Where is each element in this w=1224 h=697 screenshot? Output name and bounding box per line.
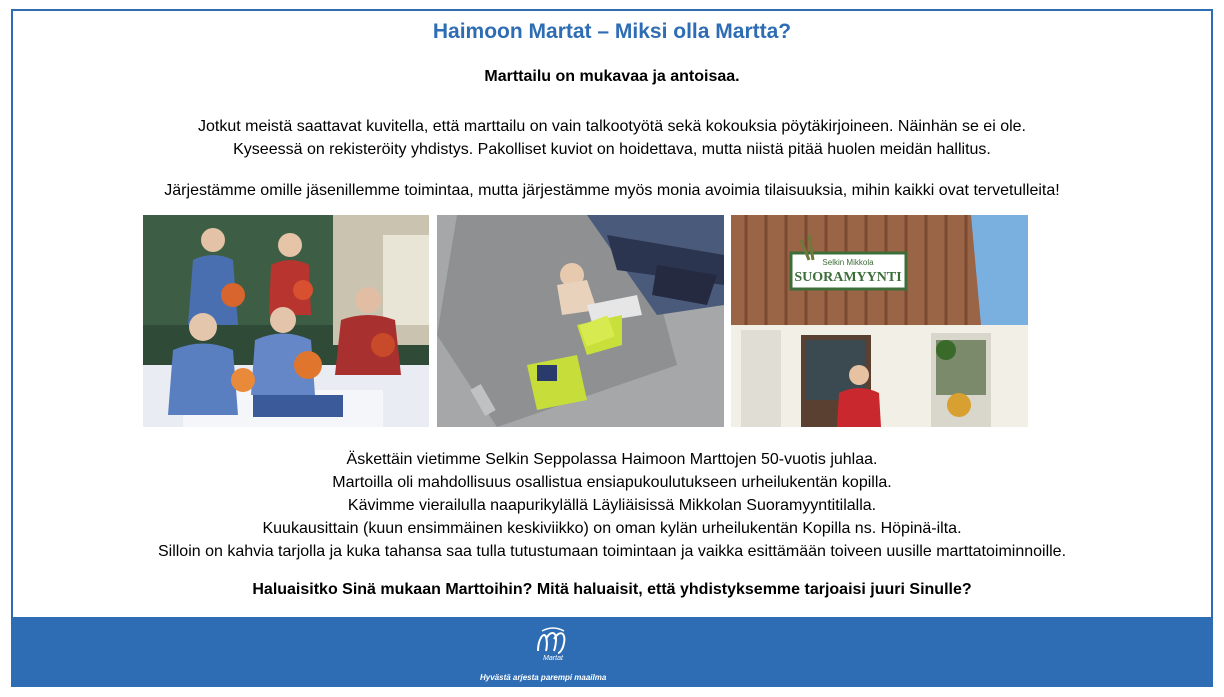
news-text	[0, 448, 1224, 563]
farm-shop-photo	[731, 215, 1028, 427]
shop-sign-text: SUORAMYYNTI	[794, 270, 902, 285]
first-aid-training-photo	[437, 215, 724, 427]
intro-text	[0, 115, 1224, 161]
logo-text: Martat	[543, 655, 563, 662]
intro-line: Kyseessä on rekisteröity yhdistys. Pakolliset kuviot on hoidettava, mutta niistä pitää huolen meidän hallitus.	[233, 141, 991, 158]
group-photo-women-with-flowers	[143, 215, 429, 427]
news-line: Äskettäin vietimme Selkin Seppolassa Haimoon Marttojen 50-vuotis juhlaa.	[346, 451, 878, 468]
intro-invitation: Järjestämme omille jäsenillemme toimintaa, mutta järjestämme myös monia avoimia tilaisuuksia, mihin kaikki ovat tervetulleita!	[164, 182, 1060, 199]
news-line: Silloin on kahvia tarjolla ja kuka tahansa saa tulla tutustumaan toimintaan ja vaikka esittämään toiveen uusille marttatoiminnoille.	[157, 543, 1067, 560]
news-line: Martoilla oli mahdollisuus osallistua ensiapukoulutukseen urheilukentän kopilla.	[332, 474, 892, 491]
footer-bar	[11, 617, 1213, 687]
intro-line: Jotkut meistä saattavat kuvitella, että marttailu on vain talkootyötä sekä kokouksia pöytäkirjoineen. Näinhän se ei ole.	[197, 118, 1026, 135]
call-to-action-question: Haluaisitko Sinä mukaan Marttoihin? Mitä haluaisit, että yhdistyksemme tarjoaisi juuri Sinulle?	[252, 581, 972, 598]
page-title: Haimoon Martat – Miksi olla Martta?	[432, 20, 792, 43]
page-subtitle: Marttailu on mukavaa ja antoisaa.	[484, 68, 740, 85]
news-line: Kävimme vierailulla naapurikylällä Läyliäisissä Mikkolan Suoramyyntitilalla.	[347, 497, 877, 514]
news-line: Kuukausittain (kuun ensimmäinen keskiviikko) on oman kylän urheilukentän Kopilla ns. Höpinä-ilta.	[262, 520, 962, 537]
shop-sign-small: Selkin Mikkola	[822, 258, 874, 267]
footer-slogan: Hyvästä arjesta parempi maailma	[480, 673, 607, 682]
